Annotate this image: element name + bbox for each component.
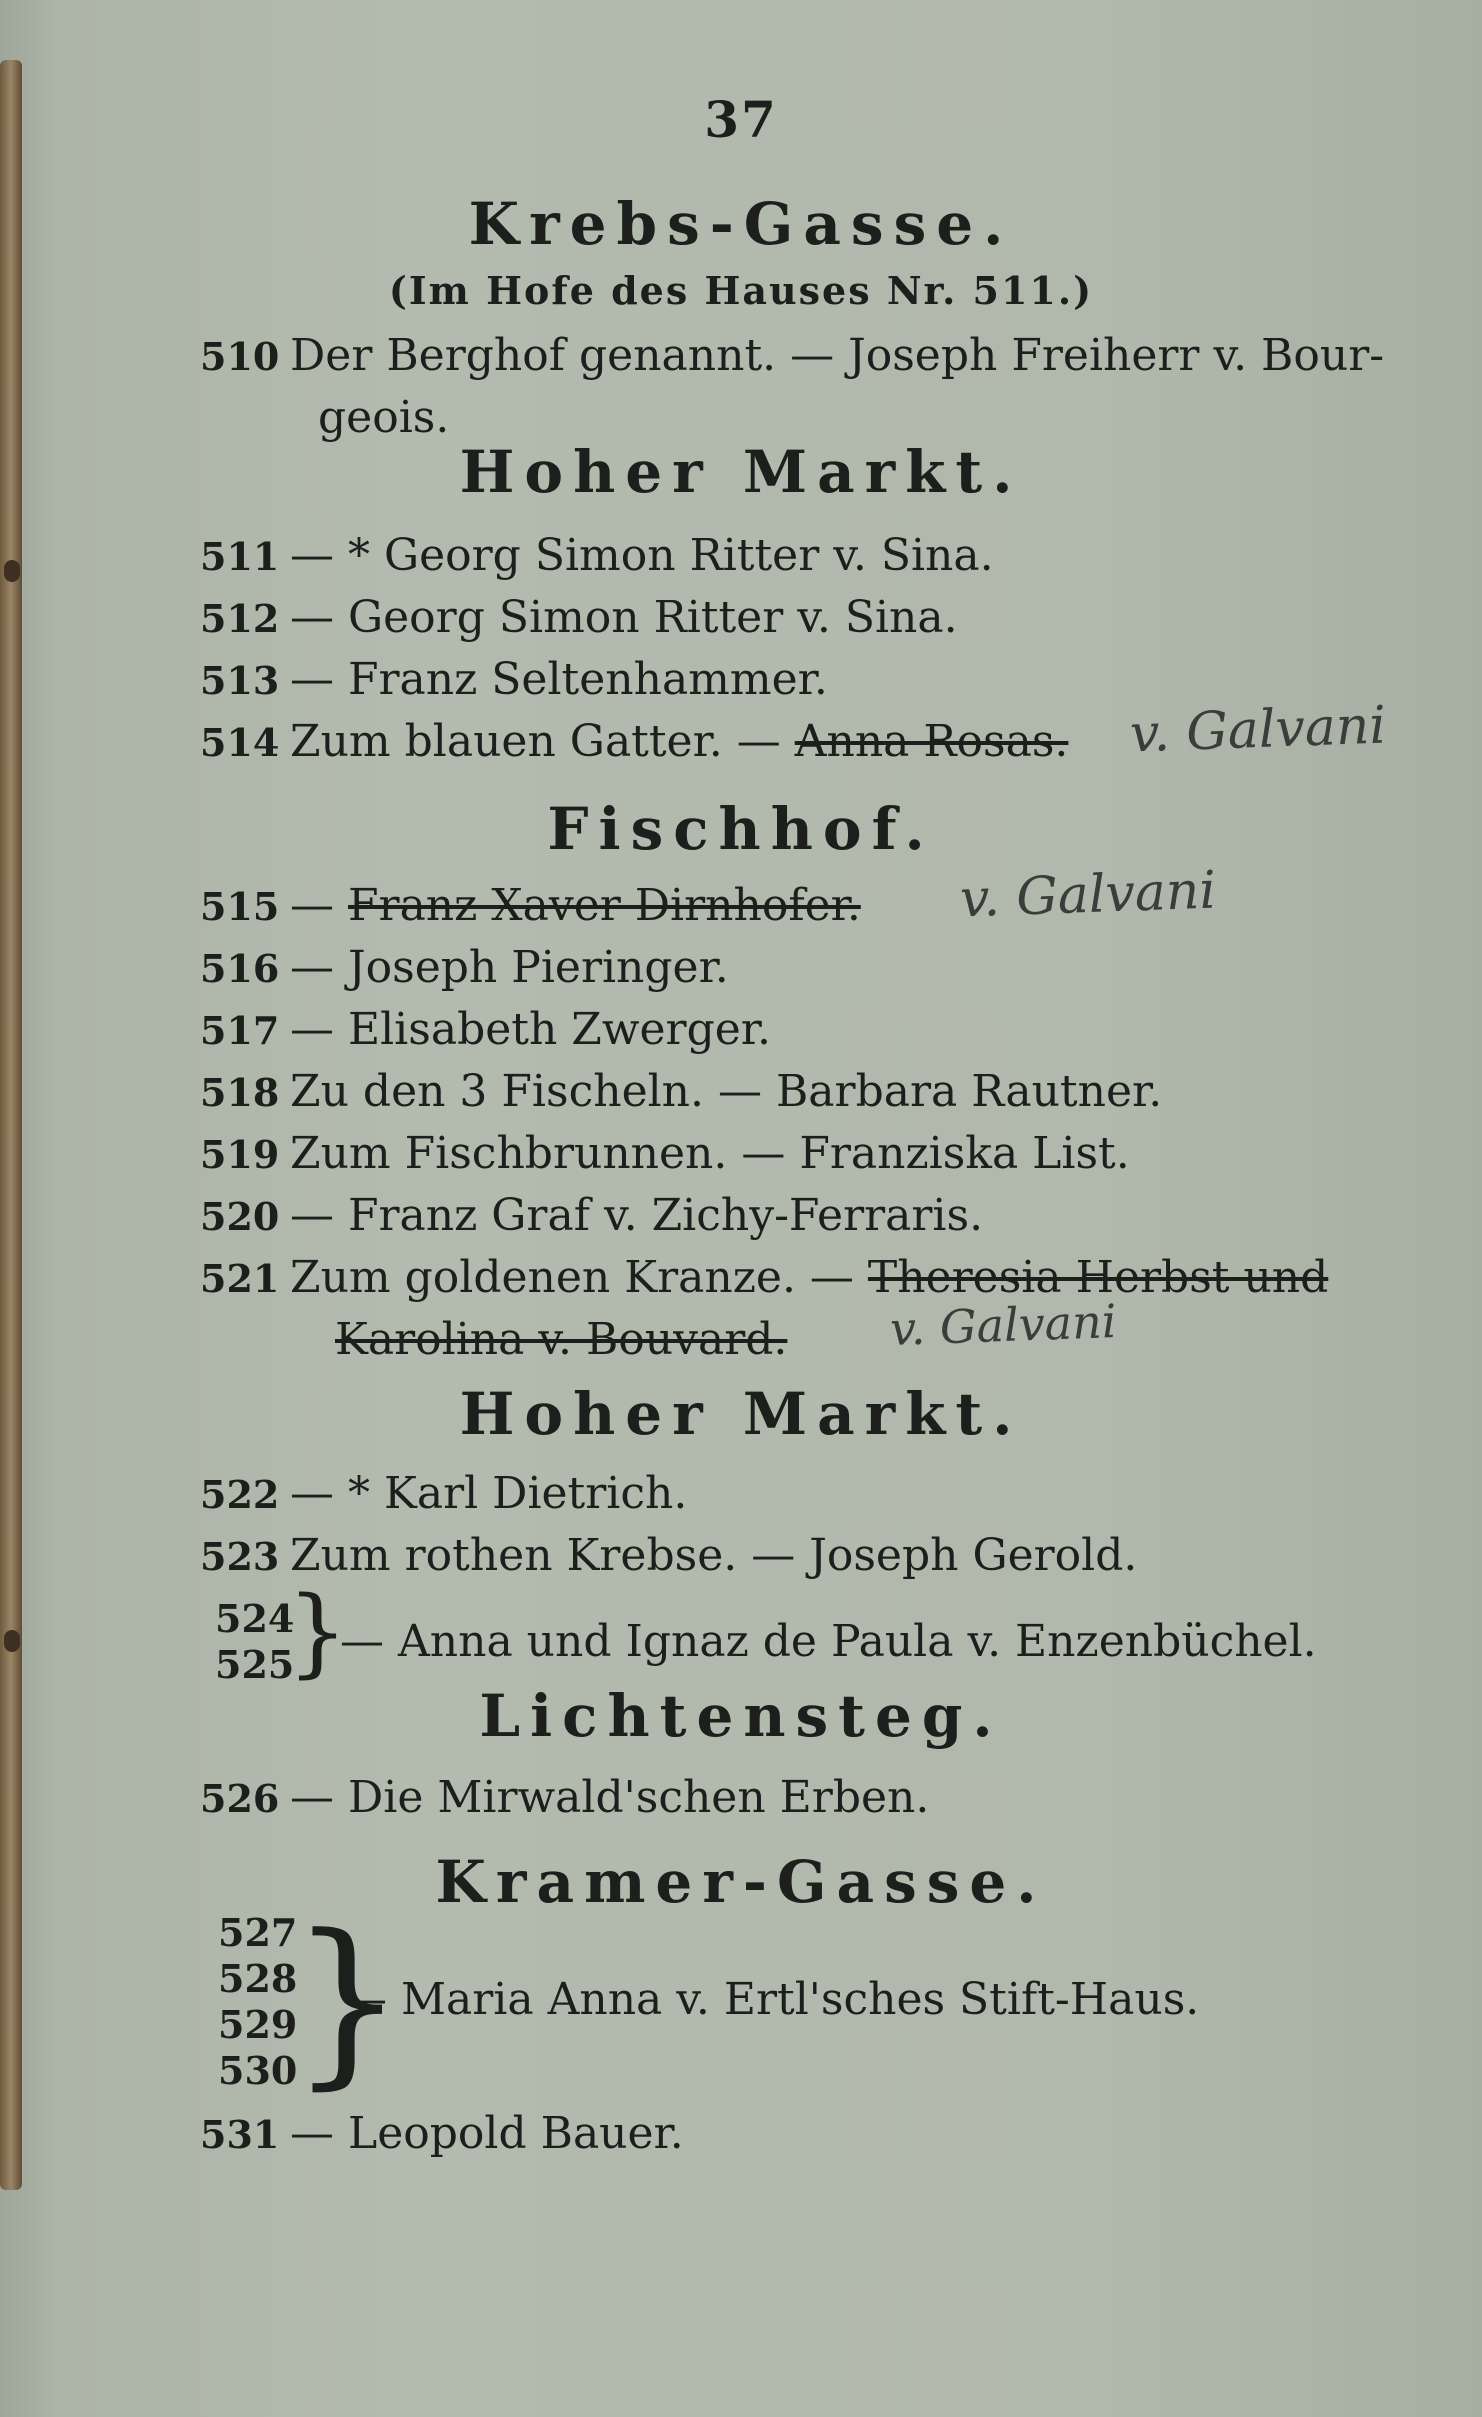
house-number: 524	[215, 1596, 295, 1641]
entry-text: —	[290, 880, 348, 931]
house-number: 530	[218, 2048, 298, 2093]
entry-524-525	[215, 1576, 1415, 1696]
section-heading-lichtensteg: Lichtensteg.	[479, 1682, 1003, 1750]
entry-text: — Franz Seltenhammer.	[290, 654, 828, 705]
entry-527-530	[218, 1897, 1418, 2110]
entry-526	[200, 1770, 929, 1826]
binding-stitch	[4, 560, 20, 582]
entry-512	[200, 590, 958, 646]
binding-stitch	[4, 1630, 20, 1652]
house-number: 513	[200, 658, 280, 703]
entry-510	[200, 328, 1384, 384]
house-number: 531	[200, 2112, 280, 2157]
house-number: 514	[200, 720, 280, 765]
entry-513	[200, 652, 828, 708]
entry-text: — * Karl Dietrich.	[290, 1468, 688, 1519]
entry-519	[200, 1126, 1130, 1182]
entry-text: — Die Mirwald'schen Erben.	[290, 1772, 930, 1823]
entry-515	[200, 878, 861, 934]
entry-text: Zum rothen Krebse. — Joseph Gerold.	[290, 1530, 1138, 1581]
entry-text: — * Georg Simon Ritter v. Sina.	[290, 530, 994, 581]
entry-text: — Elisabeth Zwerger.	[290, 1004, 771, 1055]
grouping-brace: }	[287, 1576, 349, 1688]
house-number: 519	[200, 1132, 280, 1177]
section-heading-krebs-gasse: Krebs-Gasse.	[468, 190, 1014, 258]
entry-text: Zum goldenen Kranze. —	[290, 1252, 868, 1303]
entry-text: Der Berghof genannt. — Joseph Freiherr v. Bour-	[290, 330, 1385, 381]
entry-520	[200, 1188, 983, 1244]
section-heading-fischhof: Fischhof.	[547, 795, 935, 863]
entry-518	[200, 1064, 1162, 1120]
struck-owner-name-continuation: Karolina v. Bouvard.	[335, 1314, 788, 1365]
entry-text: — Maria Anna v. Ertl'sches Stift-Haus.	[343, 1974, 1200, 2025]
section-heading-hoher-markt: Hoher Markt.	[459, 438, 1023, 506]
house-number: 518	[200, 1070, 280, 1115]
entry-text: — Joseph Pieringer.	[290, 942, 729, 993]
house-number: 521	[200, 1256, 280, 1301]
handwritten-annotation: v. Galvani	[889, 1294, 1118, 1356]
entry-text: — Leopold Bauer.	[290, 2108, 684, 2159]
struck-owner-name: Franz Xaver Dirnhofer.	[348, 880, 861, 931]
entry-511	[200, 528, 994, 584]
house-number: 523	[200, 1534, 280, 1579]
house-number: 515	[200, 884, 280, 929]
entry-522	[200, 1466, 687, 1522]
house-number: 528	[218, 1956, 298, 2001]
struck-owner-name: Theresia Herbst und	[867, 1252, 1329, 1303]
entry-531	[200, 2106, 684, 2162]
grouping-brace: }	[290, 1897, 405, 2106]
entry-text: — Georg Simon Ritter v. Sina.	[290, 592, 958, 643]
page-number: 37	[704, 90, 778, 149]
entry-521	[200, 1250, 1328, 1306]
entry-text: Zum Fischbrunnen. — Franziska List.	[290, 1128, 1130, 1179]
entry-510-continuation: geois.	[318, 392, 450, 443]
house-number: 517	[200, 1008, 280, 1053]
house-number: 527	[218, 1910, 298, 1955]
struck-owner-name: Anna Rosas.	[794, 716, 1069, 767]
section-heading-hoher-markt-2: Hoher Markt.	[459, 1380, 1023, 1448]
entry-text: Zu den 3 Fischeln. — Barbara Rautner.	[290, 1066, 1163, 1117]
house-number: 526	[200, 1776, 280, 1821]
house-number: 520	[200, 1194, 280, 1239]
entry-517	[200, 1002, 771, 1058]
handwritten-annotation: v. Galvani	[1129, 695, 1387, 765]
house-number: 516	[200, 946, 280, 991]
section-heading-kramer-gasse: Kramer-Gasse.	[435, 1848, 1047, 1916]
house-number: 511	[200, 534, 280, 579]
house-number: 525	[215, 1642, 295, 1687]
entry-text: — Anna und Ignaz de Paula v. Enzenbüchel.	[340, 1616, 1317, 1667]
entry-text: — Franz Graf v. Zichy-Ferraris.	[290, 1190, 984, 1241]
entry-text: Zum blauen Gatter. —	[290, 716, 795, 767]
house-number: 522	[200, 1472, 280, 1517]
section-subheading-krebs-gasse: (Im Hofe des Hauses Nr. 511.)	[388, 268, 1094, 313]
entry-514	[200, 714, 1068, 770]
entry-516	[200, 940, 729, 996]
house-number: 510	[200, 334, 280, 379]
house-number: 512	[200, 596, 280, 641]
handwritten-annotation: v. Galvani	[959, 860, 1217, 930]
house-number: 529	[218, 2002, 298, 2047]
